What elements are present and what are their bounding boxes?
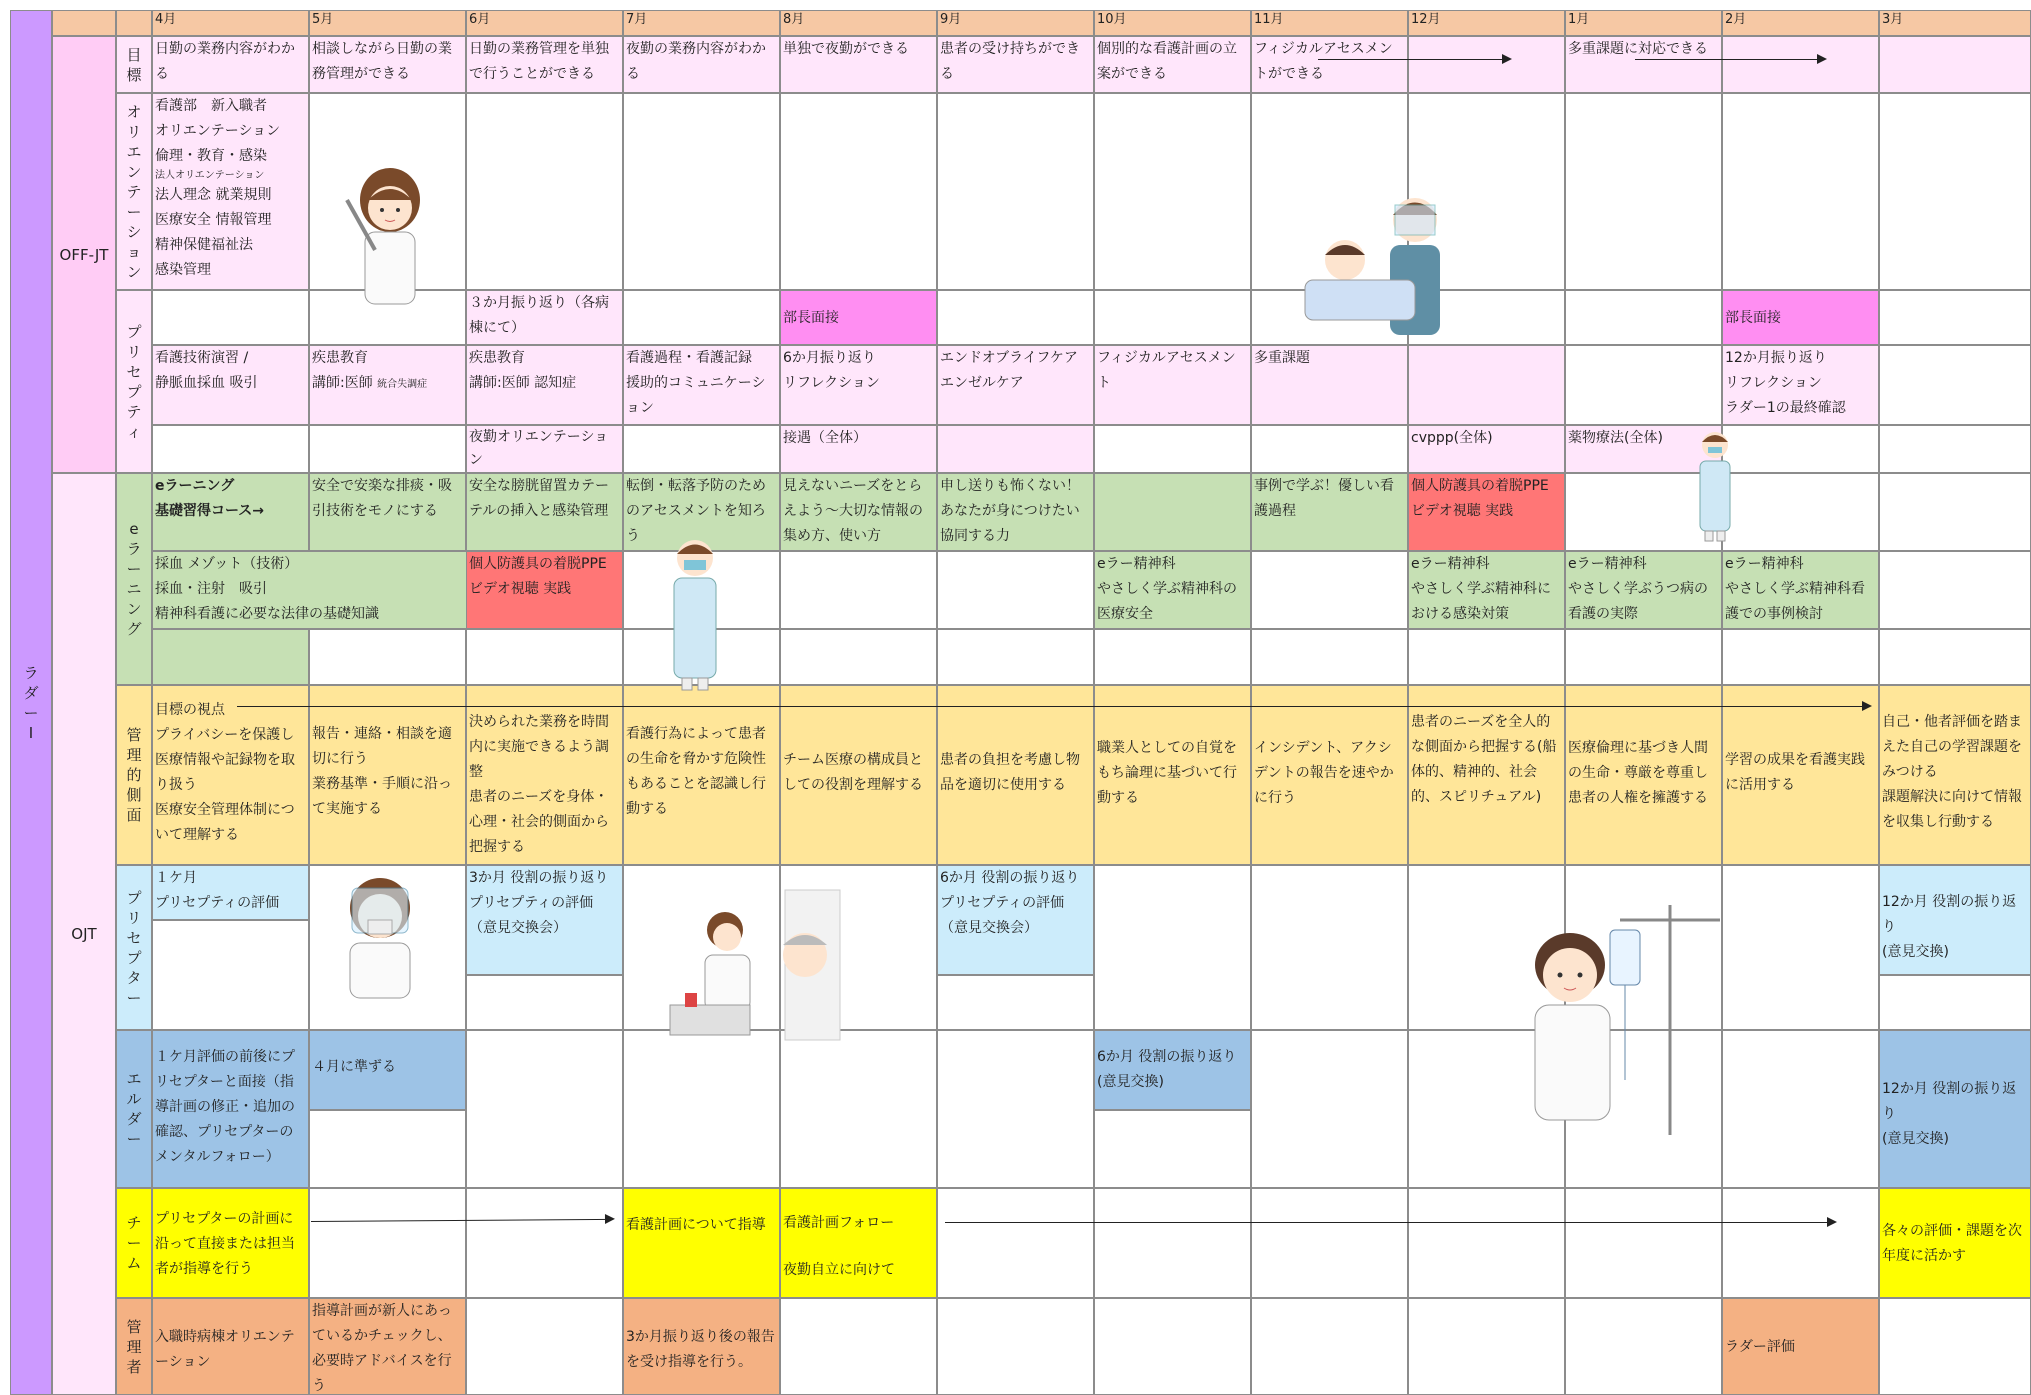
- management-nov: インシデント、アクシデントの報告を速やかに行う: [1251, 685, 1408, 865]
- team-mar: 各々の評価・課題を次年度に活かす: [1879, 1188, 2031, 1298]
- month-header-may: 5月: [309, 10, 466, 36]
- management-jan: 医療倫理に基づき人間の生命・尊厳を尊重し患者の人権を擁護する: [1565, 685, 1722, 865]
- management-jul: 看護行為によって患者の生命を脅かす危険性もあることを認識し行動する: [623, 685, 780, 865]
- preceptor-label: プリセプター: [116, 865, 152, 1030]
- preceptor-feb: [1722, 865, 1879, 1030]
- goal-oct: 個別的な看護計画の立案ができる: [1094, 36, 1251, 93]
- management-dec: 患者のニーズを全人的な側面から把握する(船体的、精神的、社会的、スピリチュアル): [1408, 685, 1565, 865]
- elearning-r1-oct: [1094, 473, 1251, 551]
- preceptor-nov: [1251, 865, 1408, 1030]
- team-jul: 看護計画について指導: [623, 1188, 780, 1298]
- preceptee-r3-jan: 薬物療法(全体): [1565, 425, 1722, 473]
- orientation-sep: [937, 93, 1094, 290]
- preceptor-sep-lower: [937, 975, 1094, 1030]
- elder-label: エルダー: [116, 1030, 152, 1188]
- preceptor-apr: １ケ月 プリセプティの評価: [152, 865, 309, 920]
- elearning-r1-jun: 安全な膀胱留置カテーテルの挿入と感染管理: [466, 473, 623, 551]
- preceptee-r1-aug: 部長面接: [780, 290, 937, 345]
- preceptee-r3-jun: 夜勤オリエンテーション: [466, 425, 623, 473]
- management-arrow: [237, 706, 1870, 707]
- preceptee-r3-apr: [152, 425, 309, 473]
- preceptee-r2-mar: [1879, 345, 2031, 425]
- month-header-jun: 6月: [466, 10, 623, 36]
- team-aug: 看護計画フォロー 夜勤自立に向けて: [780, 1188, 937, 1298]
- preceptee-r2-may: 疾患教育 講師:医師 統合失調症: [309, 345, 466, 425]
- preceptee-r3-dec: cvppp(全体): [1408, 425, 1565, 473]
- team-nov: [1251, 1188, 1408, 1298]
- manager-apr: 入職時病棟オリエンテーション: [152, 1298, 309, 1395]
- elder-feb: [1722, 1030, 1879, 1188]
- elearning-r3-nov: [1251, 629, 1408, 685]
- preceptee-r2-apr: 看護技術演習 / 静脈血採血 吸引: [152, 345, 309, 425]
- manager-dec: [1408, 1298, 1565, 1395]
- preceptor-oct: [1094, 865, 1251, 1030]
- preceptor-mar: 12か月 役割の振り返り (意見交換): [1879, 865, 2031, 975]
- goal-label: 目標: [116, 36, 152, 93]
- manager-may: 指導計画が新人にあっているかチェックし、必要時アドバイスを行う: [309, 1298, 466, 1395]
- orientation-jun: [466, 93, 623, 290]
- nurse-iv-drip-illustration: [1510, 900, 1740, 1140]
- preceptee-r2-nov: 多重課題: [1251, 345, 1408, 425]
- elder-oct-lower: [1094, 1110, 1251, 1188]
- ladder-label: ラダーⅠ: [10, 10, 52, 1395]
- management-apr: 目標の視点 プライバシーを保護し医療情報や記録物を取り扱う 医療安全管理体制について理解する: [152, 685, 309, 865]
- elearning-r3-sep: [937, 629, 1094, 685]
- elearning-r1-sep: 申し送りも怖くない！あなたが身につけたい協同する力: [937, 473, 1094, 551]
- elder-jul: [623, 1030, 780, 1188]
- elearning-r1-apr: eラーニング 基礎習得コース→: [152, 473, 309, 551]
- elearning-r3-dec: [1408, 629, 1565, 685]
- elearning-r1-nov: 事例で学ぶ！優しい看護過程: [1251, 473, 1408, 551]
- goal-sep: 患者の受け持ちができる: [937, 36, 1094, 93]
- elearning-r2-apr: 採血 メゾット（技術） 採血・注射 吸引 精神科看護に必要な法律の基礎知識: [152, 551, 623, 629]
- preceptee-r1-jul: [623, 290, 780, 345]
- goal-dec: [1408, 36, 1565, 93]
- elearning-r3-may: [309, 629, 466, 685]
- manager-sep: [937, 1298, 1094, 1395]
- orientation-feb: [1722, 93, 1879, 290]
- team-jun: [466, 1188, 623, 1298]
- preceptee-r3-sep: [937, 425, 1094, 473]
- preceptee-r1-mar: [1879, 290, 2031, 345]
- month-header-dec: 12月: [1408, 10, 1565, 36]
- manager-nov: [1251, 1298, 1408, 1395]
- header-blank: [116, 10, 152, 36]
- preceptee-r3-feb: [1722, 425, 1879, 473]
- preceptor-jun-lower: [466, 975, 623, 1030]
- preceptee-r2-dec: [1408, 345, 1565, 425]
- team-sep: [937, 1188, 1094, 1298]
- management-may: 報告・連絡・相談を適切に行う 業務基準・手順に沿って実施する: [309, 685, 466, 865]
- manager-mar: [1879, 1298, 2031, 1395]
- preceptee-r3-oct: [1094, 425, 1251, 473]
- management-sep: 患者の負担を考慮し物品を適切に使用する: [937, 685, 1094, 865]
- manager-aug: [780, 1298, 937, 1395]
- preceptee-r2-oct: フィジカルアセスメント: [1094, 345, 1251, 425]
- month-header-apr: 4月: [152, 10, 309, 36]
- ojt-label: OJT: [52, 473, 116, 1395]
- elearning-r2-dec: eラー精神科 やさしく学ぶ精神科における感染対策: [1408, 551, 1565, 629]
- preceptee-r3-jul: [623, 425, 780, 473]
- elearning-label: eラーニング: [116, 473, 152, 685]
- goal-apr: 日勤の業務内容がわかる: [152, 36, 309, 93]
- elearning-r3-jun: [466, 629, 623, 685]
- nurse-syringe-illustration: [335, 160, 440, 310]
- elder-jun: [466, 1030, 623, 1188]
- elearning-r3-feb: [1722, 629, 1879, 685]
- preceptee-r2-aug: 6か月振り返り リフレクション: [780, 345, 937, 425]
- goal-feb: [1722, 36, 1879, 93]
- header-blank: [52, 10, 116, 36]
- management-jun: 決められた業務を時間内に実施できるよう調整 患者のニーズを身体・心理・社会的側面から把握する: [466, 685, 623, 865]
- preceptee-r2-jul: 看護過程・看護記録 援助的コミュニケーション: [623, 345, 780, 425]
- elearning-r1-aug: 見えないニーズをとらえよう～大切な情報の集め方、使い方: [780, 473, 937, 551]
- nurse-feeding-patient-illustration: [665, 885, 845, 1050]
- preceptee-r1-apr: [152, 290, 309, 345]
- month-header-nov: 11月: [1251, 10, 1408, 36]
- elder-apr: １ケ月評価の前後にプリセプターと面接（指導計画の修正・追加の確認、プリセプターのメンタルフォロー）: [152, 1030, 309, 1188]
- elearning-r2-oct: eラー精神科 やさしく学ぶ精神科の医療安全: [1094, 551, 1251, 629]
- preceptee-r1-jun: ３か月振り返り（各病棟にて）: [466, 290, 623, 345]
- elder-may: ４月に準ずる: [309, 1030, 466, 1110]
- preceptee-r1-sep: [937, 290, 1094, 345]
- management-aug: チーム医療の構成員としての役割を理解する: [780, 685, 937, 865]
- goal-jul: 夜勤の業務内容がわかる: [623, 36, 780, 93]
- elearning-r1-feb: [1722, 473, 1879, 551]
- goal-may: 相談しながら日勤の業務管理ができる: [309, 36, 466, 93]
- management-oct: 職業人としての自覚をもち論理に基づいて行動する: [1094, 685, 1251, 865]
- preceptee-r3-aug: 接遇（全体）: [780, 425, 937, 473]
- elearning-r2-jan: eラー精神科 やさしく学ぶうつ病の看護の実際: [1565, 551, 1722, 629]
- goal-jan: 多重課題に対応できる: [1565, 36, 1722, 93]
- preceptee-r3-mar: [1879, 425, 2031, 473]
- preceptor-sep: 6か月 役割の振り返り プリセプティの評価 （意見交換会）: [937, 865, 1094, 975]
- goal-arrow: [1318, 59, 1510, 60]
- manager-label: 管理者: [116, 1298, 152, 1395]
- team-oct: [1094, 1188, 1251, 1298]
- preceptor-jun: 3か月 役割の振り返り プリセプティの評価 （意見交換会）: [466, 865, 623, 975]
- manager-jul: 3か月振り返り後の報告を受け指導を行う。: [623, 1298, 780, 1395]
- month-header-jul: 7月: [623, 10, 780, 36]
- team-label: チーム: [116, 1188, 152, 1298]
- team-apr: プリセプターの計画に沿って直接または担当者が指導を行う: [152, 1188, 309, 1298]
- manager-jan: [1565, 1298, 1722, 1395]
- preceptee-r2-feb: 12か月振り返り リフレクション ラダー1の最終確認: [1722, 345, 1879, 425]
- orientation-label: オリエンテーション: [116, 93, 152, 290]
- orientation-apr: 看護部 新入職者 オリエンテーション 倫理・教育・感染 法人オリエンテーション 法人理念 就業規則 医療安全 情報管理 精神保健福祉法 感染管理: [152, 93, 309, 290]
- management-label: 管理的側面: [116, 685, 152, 865]
- preceptee-r2-jan: [1565, 345, 1722, 425]
- elearning-r3-aug: [780, 629, 937, 685]
- orientation-oct: [1094, 93, 1251, 290]
- elearning-r2-feb: eラー精神科 やさしく学ぶ精神科看護での事例検討: [1722, 551, 1879, 629]
- management-mar: 自己・他者評価を踏まえた自己の学習課題をみつける 課題解決に向けて情報を収集し行動する: [1879, 685, 2031, 865]
- elearning-r2-sep: [937, 551, 1094, 629]
- team-may: [309, 1188, 466, 1298]
- elearning-r2-nov: [1251, 551, 1408, 629]
- goal-nov: フィジカルアセスメントができる: [1251, 36, 1408, 93]
- preceptee-r2-jun: 疾患教育 講師:医師 認知症: [466, 345, 623, 425]
- manager-feb: ラダー評価: [1722, 1298, 1879, 1395]
- month-header-mar: 3月: [1879, 10, 2031, 36]
- goal-mar: [1879, 36, 2031, 93]
- preceptee-label: プリセプティ: [116, 290, 152, 473]
- elder-sep: [937, 1030, 1094, 1188]
- preceptee-r3-nov: [1251, 425, 1408, 473]
- elearning-r3-apr: [152, 629, 309, 685]
- elder-nov: [1251, 1030, 1408, 1188]
- goal-aug: 単独で夜勤ができる: [780, 36, 937, 93]
- elearning-r2-mar: [1879, 551, 2031, 629]
- elder-mar: 12か月 役割の振り返り (意見交換): [1879, 1030, 2031, 1188]
- nurse-ppe-small-illustration: [1690, 425, 1740, 543]
- preceptor-apr-lower: [152, 920, 309, 1030]
- elearning-r1-mar: [1879, 473, 2031, 551]
- team-feb: [1722, 1188, 1879, 1298]
- management-feb: 学習の成果を看護実践に活用する: [1722, 685, 1879, 865]
- nurse-faceshield-illustration: [330, 858, 430, 1003]
- month-header-sep: 9月: [937, 10, 1094, 36]
- month-header-oct: 10月: [1094, 10, 1251, 36]
- preceptee-r1-jan: [1565, 290, 1722, 345]
- elearning-r2-jun: 個人防護具の着脱PPE ビデオ視聴 実践: [466, 551, 623, 629]
- elearning-r2-aug: [780, 551, 937, 629]
- orientation-jan: [1565, 93, 1722, 290]
- orientation-mar: [1879, 93, 2031, 290]
- nurse-ppe-illustration: [660, 530, 730, 695]
- month-header-aug: 8月: [780, 10, 937, 36]
- month-header-feb: 2月: [1722, 10, 1879, 36]
- elder-aug: [780, 1030, 937, 1188]
- elearning-r3-mar: [1879, 629, 2031, 685]
- elder-oct: 6か月 役割の振り返り (意見交換): [1094, 1030, 1251, 1110]
- team-jan: [1565, 1188, 1722, 1298]
- preceptor-mar-lower: [1879, 975, 2031, 1030]
- elearning-r3-oct: [1094, 629, 1251, 685]
- manager-jun: [466, 1298, 623, 1395]
- month-header-jan: 1月: [1565, 10, 1722, 36]
- goal-arrow: [1635, 59, 1825, 60]
- elder-may-lower: [309, 1110, 466, 1188]
- team-dec: [1408, 1188, 1565, 1298]
- orientation-jul: [623, 93, 780, 290]
- manager-oct: [1094, 1298, 1251, 1395]
- nurse-swab-patient-illustration: [1295, 175, 1465, 340]
- preceptee-r1-oct: [1094, 290, 1251, 345]
- elearning-r1-jul: 転倒・転落予防のためのアセスメントを知ろう: [623, 473, 780, 551]
- elearning-r1-dec: 個人防護具の着脱PPE ビデオ視聴 実践: [1408, 473, 1565, 551]
- offjt-label: OFF-JT: [52, 36, 116, 473]
- preceptee-r2-sep: エンドオブライフケア エンゼルケア: [937, 345, 1094, 425]
- preceptee-r1-feb: 部長面接: [1722, 290, 1879, 345]
- team-arrow: [945, 1222, 1835, 1223]
- orientation-aug: [780, 93, 937, 290]
- goal-jun: 日勤の業務管理を単独で行うことができる: [466, 36, 623, 93]
- elearning-r3-jan: [1565, 629, 1722, 685]
- preceptee-r3-may: [309, 425, 466, 473]
- elearning-r1-may: 安全で安楽な排痰・吸引技術をモノにする: [309, 473, 466, 551]
